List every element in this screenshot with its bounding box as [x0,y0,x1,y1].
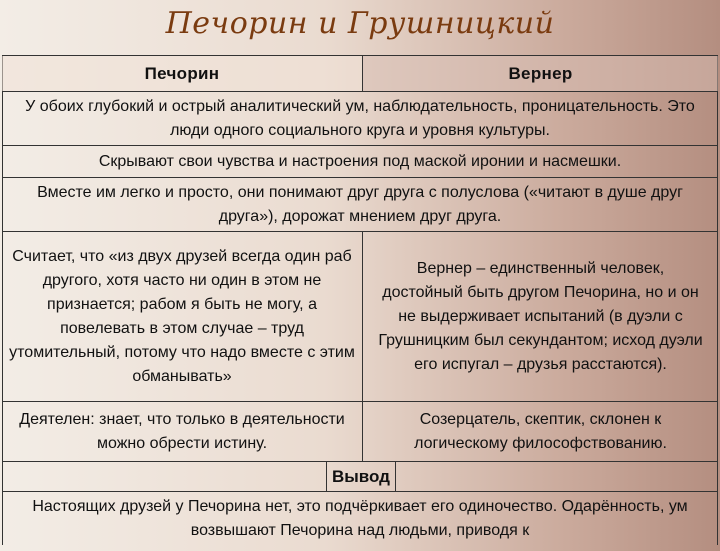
conclusion-row [2,461,718,491]
conclusion-text: Настоящих друзей у Печорина нет, это подчёркивает его одиночество. Одарённость, ум возвышают Печорина над людьми, приводя к [32,498,688,539]
header-verner: Вернер [363,56,718,91]
common-irony-text: Скрывают свои чувства и настроения под маской иронии и насмешки. [98,152,622,170]
pechorin-friendship-text: Считает, что «из двух друзей всегда один раб другого, хотя часто ни один в этом не признается; рабом я быть не могу, а повелевать в этом случае – труд утомительный, потому что надо вместе с этим обманывать» [2,232,363,401]
table-row [2,231,718,401]
table-row [2,145,718,177]
table-header-row [2,55,718,91]
page-title: Печорин и Грушницкий [165,6,555,41]
table-row [2,91,718,145]
common-understanding-text: Вместе им легко и просто, они понимают друг друга с полуслова («читают в душе друг друга»), дорожат мнением друг друга. [37,183,683,225]
header-pechorin: Печорин [2,56,363,91]
conclusion-label: Вывод [326,462,396,491]
verner-friendship-text: Вернер – единственный человек, достойный быть другом Печорина, но и он не выдерживает испытаний (в дуэли с Грушницким был секундантом; исход дуэли его испугал – друзья расстаются). [378,259,703,373]
table-row [2,491,718,551]
table-row [2,401,718,461]
pechorin-activity-text: Деятелен: знает, что только в деятельности можно обрести истину. [2,402,363,461]
common-mind-text: У обоих глубокий и острый аналитический ум, наблюдательность, проницательность. Это люди одного социального круга и уровня культуры. [25,97,695,139]
verner-contemplation-text: Созерцатель, скептик, склонен к логическому философствованию. [414,410,667,452]
table-row [2,177,718,231]
